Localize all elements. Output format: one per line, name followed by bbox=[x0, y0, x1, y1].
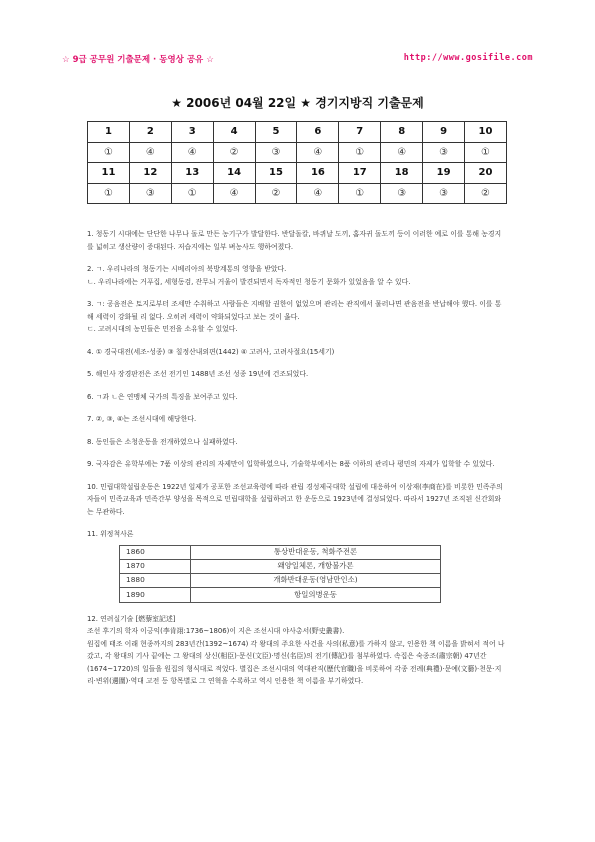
answer-row-numbers-2 bbox=[88, 163, 507, 184]
explanation-12-body: 조선 후기의 학자 이긍익(李肯翊:1736~1806)이 지은 조선시대 야사총서(野史叢書). 원집에 태조 이래 현종까지의 283년간(1392~1674) 각 왕대의 주요한 사건을 사의(私意)를 가하지 않고, 인용한 책 이름을 밝혀서 적어 나갔고, 각 왕대의 기사 끝에는 그 왕대의 상신(相臣)·문신(文臣)·명신(名臣)의 전기(傳記)를 첨부하였다. 속집은 숙종조(肅宗朝) 47년간(1674~1720)의 일들을 원집의 형식대로 적었다. 별집은 조선시대의 역대관직(歷代官職)을 비롯하여 각종 전례(典禮)·문예(文藝)·천문·지리·변위(邊圍)·역대 고전 등 항목별로 그 연혁을 수록하고 역시 인용한 책 이름을 부기하였다. bbox=[87, 627, 505, 686]
answer-cell: ① bbox=[88, 142, 130, 163]
question-number: 2 bbox=[129, 122, 171, 143]
history-year: 1860 bbox=[120, 545, 191, 559]
answer-cell: ④ bbox=[129, 142, 171, 163]
header-left-text: ☆ 9급 공무원 기출문제 · 동영상 공유 ☆ bbox=[62, 55, 214, 65]
question-number: 5 bbox=[255, 122, 297, 143]
answer-cell: ③ bbox=[381, 183, 423, 204]
question-number: 13 bbox=[171, 163, 213, 184]
question-number: 10 bbox=[465, 122, 507, 143]
question-number: 3 bbox=[171, 122, 213, 143]
question-number: 1 bbox=[88, 122, 130, 143]
history-row bbox=[120, 588, 441, 602]
explanation-5: 5. 해인사 장경판전은 조선 전기인 1488년 조선 성종 19년에 건조되었다. bbox=[87, 370, 309, 378]
history-event: 항일의병운동 bbox=[191, 588, 441, 602]
history-event: 왜양일체론, 개항불가론 bbox=[191, 559, 441, 573]
question-number: 17 bbox=[339, 163, 381, 184]
explanations-section bbox=[87, 228, 507, 698]
explanation-10: 10. 민립대학설립운동은 1922년 일제가 공포한 조선교육령에 따라 관립 경성제국대학 설립에 대응하여 이상재(李商在)를 비롯한 민족주의자들이 민족교육과 민족간부 양성을 목적으로 민립대학을 설립하려고 한 운동으로 1923년에 결성되었다. 따라서 1927년 조직된 신간회와는 무관하다. bbox=[87, 482, 503, 516]
question-number: 16 bbox=[297, 163, 339, 184]
answer-cell: ③ bbox=[423, 183, 465, 204]
answer-cell: ④ bbox=[297, 142, 339, 163]
answer-cell: ③ bbox=[423, 142, 465, 163]
answer-cell: ① bbox=[339, 183, 381, 204]
history-year: 1880 bbox=[120, 574, 191, 588]
answer-cell: ② bbox=[465, 183, 507, 204]
explanation-2: 2. ㄱ. 우리나라의 청동기는 시베리아의 북방계통의 영향을 받았다. ㄴ. 우리나라에는 거푸집, 세형동검, 잔무늬 거울이 발견되면서 독자적인 청동기 문화가 있었음을 알 수 있다. bbox=[87, 265, 411, 286]
explanation-4: 4. ① 경국대전(세조-성종) ③ 칠정산내외편(1442) ④ 고려사, 고려사절요(15세기) bbox=[87, 347, 335, 356]
answer-cell: ④ bbox=[213, 183, 255, 204]
history-table bbox=[119, 545, 441, 603]
explanation-9: 9. 국자감은 유학부에는 7품 이상의 관리의 자제만이 입학하였으나, 기술학부에서는 8품 이하의 관리나 평민의 자제가 입학할 수 있었다. bbox=[87, 460, 495, 468]
explanation-3: 3. ㄱ: 공음전은 토지로부터 조세만 수취하고 사람들은 지배할 권한이 없었으며 관리는 관직에서 물러나면 관음전을 반납해야 했다. 이를 통해 세력이 강화될 리 없다. 오히려 세력이 약화되었다고 보는 것이 옳다. ㄷ. 고려시대의 농민들은 민전을 소유할 수 있었다. bbox=[87, 300, 502, 333]
explanation-11-title: 11. 위정척사론 bbox=[87, 530, 134, 538]
history-row bbox=[120, 574, 441, 588]
answer-cell: ④ bbox=[171, 142, 213, 163]
question-number: 14 bbox=[213, 163, 255, 184]
question-number: 4 bbox=[213, 122, 255, 143]
answer-cell: ② bbox=[213, 142, 255, 163]
answer-cell: ④ bbox=[381, 142, 423, 163]
question-number: 19 bbox=[423, 163, 465, 184]
answer-cell: ③ bbox=[255, 142, 297, 163]
page-title: ★ 2006년 04월 22일 ★ 경기지방직 기출문제 bbox=[171, 96, 424, 110]
answer-table bbox=[87, 121, 507, 204]
explanation-12-title: 12. 연려실기술 [燃藜室記述] bbox=[87, 614, 176, 623]
question-number: 18 bbox=[381, 163, 423, 184]
history-event: 개화반대운동(영남만인소) bbox=[191, 574, 441, 588]
history-row bbox=[120, 559, 441, 573]
answer-row-answers-1 bbox=[88, 142, 507, 163]
answer-cell: ① bbox=[465, 142, 507, 163]
history-row bbox=[120, 545, 441, 559]
answer-cell: ① bbox=[339, 142, 381, 163]
page-header bbox=[62, 53, 533, 65]
answer-row-numbers-1 bbox=[88, 122, 507, 143]
answer-cell: ③ bbox=[129, 183, 171, 204]
answer-row-answers-2 bbox=[88, 183, 507, 204]
explanation-7: 7. ②, ③, ④는 조선시대에 해당한다. bbox=[87, 415, 197, 423]
question-number: 20 bbox=[465, 163, 507, 184]
question-number: 11 bbox=[88, 163, 130, 184]
answer-cell: ① bbox=[88, 183, 130, 204]
question-number: 9 bbox=[423, 122, 465, 143]
question-number: 15 bbox=[255, 163, 297, 184]
history-year: 1870 bbox=[120, 559, 191, 573]
answer-cell: ② bbox=[255, 183, 297, 204]
answer-cell: ① bbox=[171, 183, 213, 204]
history-event: 통상반대운동, 척화주전론 bbox=[191, 545, 441, 559]
question-number: 12 bbox=[129, 163, 171, 184]
question-number: 6 bbox=[297, 122, 339, 143]
header-url-link[interactable]: http://www.gosifile.com bbox=[403, 53, 533, 63]
question-number: 8 bbox=[381, 122, 423, 143]
explanation-8: 8. 동인들은 소청운동을 전개하였으나 실패하였다. bbox=[87, 437, 238, 446]
explanation-1: 1. 청동기 시대에는 단단한 나무나 돌로 만든 농기구가 발달한다. 반달돌칼, 바퀴날 도끼, 홈자귀 돌도끼 등이 이러한 예로 이를 통해 농경지를 넓히고 생산량이 증대된다. 저습지에는 일부 벼농사도 행하여졌다. bbox=[87, 230, 502, 251]
question-number: 7 bbox=[339, 122, 381, 143]
answer-cell: ④ bbox=[297, 183, 339, 204]
explanation-6: 6. ㄱ과 ㄴ은 연맹체 국가의 특징을 보여주고 있다. bbox=[87, 392, 238, 401]
history-year: 1890 bbox=[120, 588, 191, 602]
